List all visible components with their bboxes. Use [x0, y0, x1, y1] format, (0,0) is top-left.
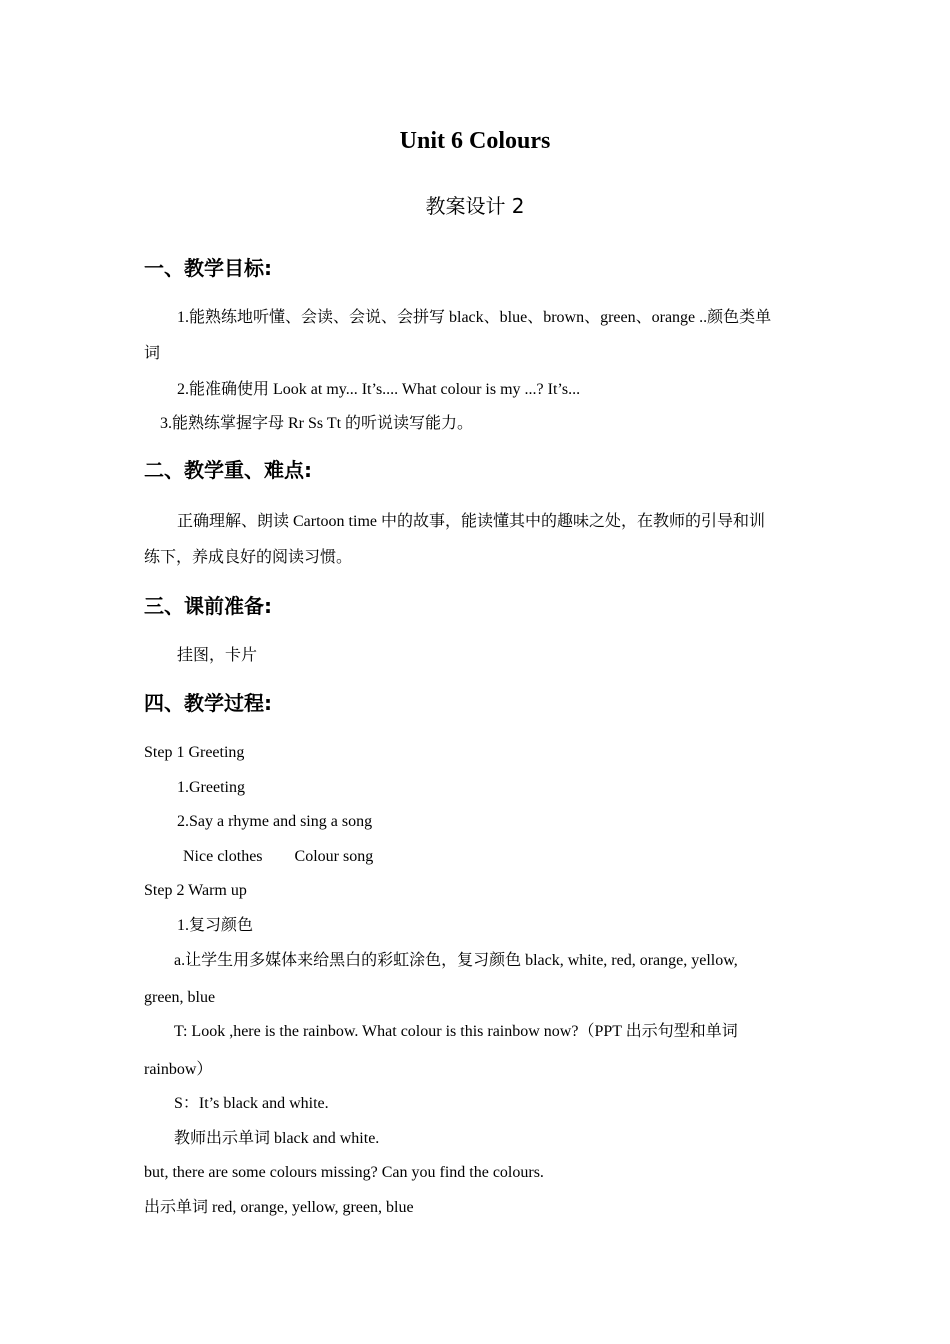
- document-subtitle: 教案设计 2: [425, 194, 525, 218]
- key-points-line-2: 练下，养成良好的阅读习惯。: [144, 549, 353, 566]
- missing-colours-line: but, there are some colours missing? Can you find the colours.: [144, 1164, 544, 1181]
- objective-item-3: 3.能熟练掌握字母 Rr Ss Tt 的听说读写能力。: [160, 415, 474, 432]
- step-2-a-line-2: green, blue: [144, 989, 216, 1006]
- section-heading-preparation: 三、课前准备:: [144, 594, 272, 618]
- teacher-line-1: T: Look ,here is the rainbow. What colour is this rainbow now?（PPT 出示句型和单词: [174, 1023, 738, 1040]
- step-1-item-2: 2.Say a rhyme and sing a song: [177, 813, 373, 830]
- step-1-songs: Nice clothes Colour song: [183, 848, 374, 865]
- step-1-heading: Step 1 Greeting: [144, 744, 245, 761]
- teacher-line-2: rainbow）: [144, 1061, 213, 1078]
- teacher-shows-words-line: 教师出示单词 black and white.: [174, 1130, 380, 1147]
- key-points-line-1: 正确理解、朗读 Cartoon time 中的故事，能读懂其中的趣味之处，在教师的引导和训: [177, 513, 765, 530]
- step-1-item-1: 1.Greeting: [177, 779, 245, 796]
- objective-item-1-line-1: 1.能熟练地听懂、会读、会说、会拼写 black、blue、brown、green、orange ..颜色类单: [177, 309, 772, 326]
- objective-item-1-line-2: 词: [144, 345, 161, 362]
- step-2-heading: Step 2 Warm up: [144, 882, 247, 899]
- preparation-text: 挂图，卡片: [177, 647, 258, 664]
- section-heading-key-points: 二、教学重、难点:: [144, 458, 312, 482]
- show-words-line: 出示单词 red, orange, yellow, green, blue: [144, 1199, 414, 1216]
- student-line: S：It’s black and white.: [174, 1095, 329, 1112]
- objective-item-2: 2.能准确使用 Look at my... It’s.... What colour is my ...? It’s...: [177, 381, 581, 398]
- step-2-item-1: 1.复习颜色: [177, 917, 254, 934]
- document-title: Unit 6 Colours: [399, 128, 551, 154]
- step-2-a-line-1: a.让学生用多媒体来给黑白的彩虹涂色，复习颜色 black, white, red, orange, yellow,: [174, 952, 738, 969]
- section-heading-process: 四、教学过程:: [144, 691, 272, 715]
- section-heading-objectives: 一、教学目标:: [144, 256, 272, 280]
